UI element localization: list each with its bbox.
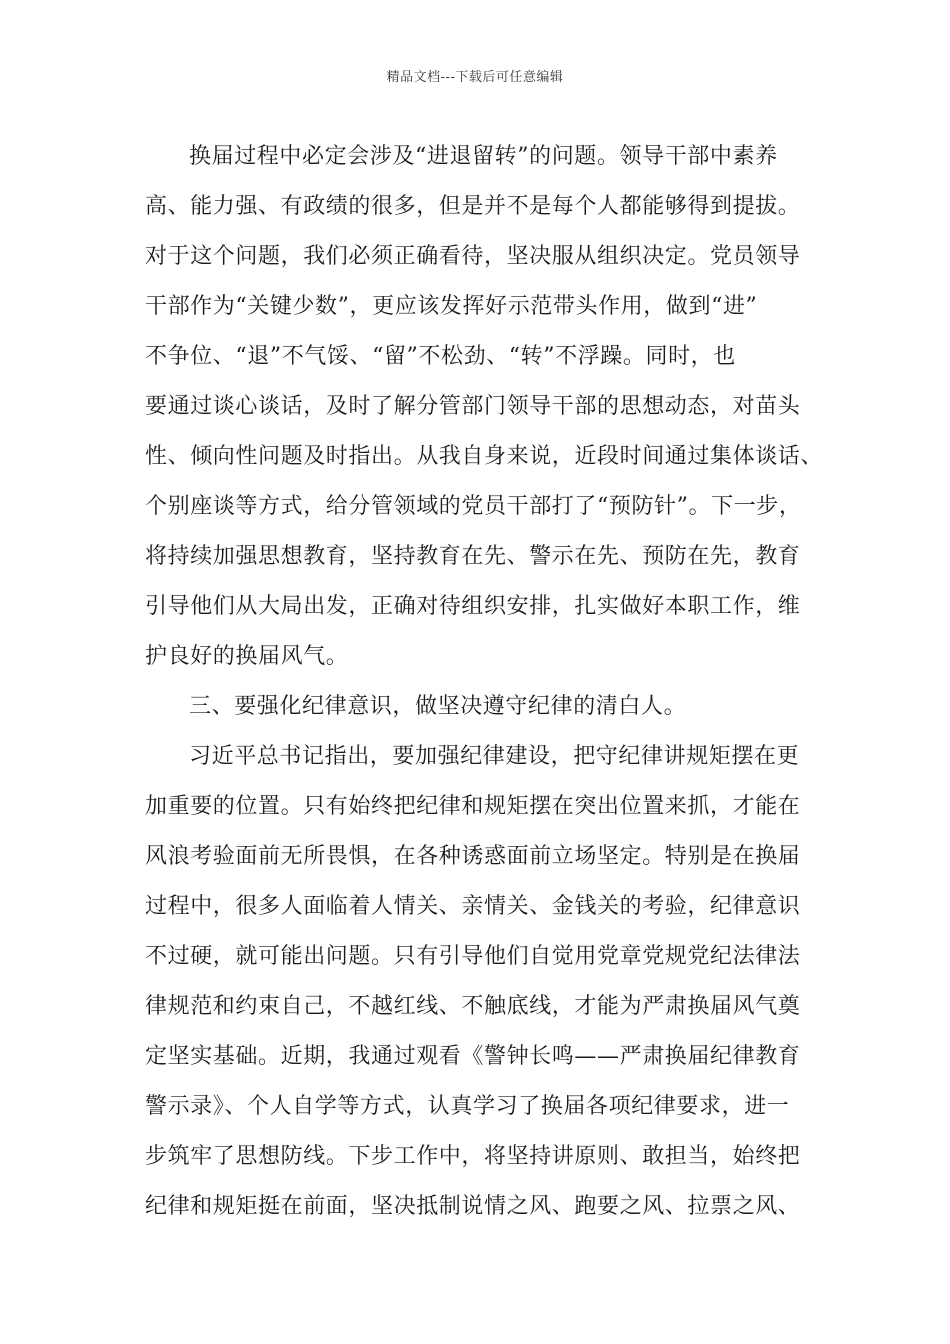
page-header: 精品文档---下载后可任意编辑 xyxy=(386,70,564,85)
paragraph-line: 将持续加强思想教育，坚持教育在先、警示在先、预防在先，教育 xyxy=(145,544,801,569)
section-heading: 三、要强化纪律意识，做坚决遵守纪律的清白人。 xyxy=(189,694,687,719)
paragraph-line: 不争位、“退”不气馁、“留”不松劲、“转”不浮躁。同时，也 xyxy=(145,344,736,369)
document-body xyxy=(145,132,825,1232)
paragraph-line: 不过硬，就可能出问题。只有引导他们自觉用党章党规党纪法律法 xyxy=(145,944,801,969)
paragraph-line: 加重要的位置。只有始终把纪律和规矩摆在突出位置来抓，才能在 xyxy=(145,794,801,819)
paragraph-line: 风浪考验面前无所畏惧，在各种诱惑面前立场坚定。特别是在换届 xyxy=(145,844,801,869)
paragraph-line: 引导他们从大局出发，正确对待组织安排，扎实做好本职工作，维 xyxy=(145,594,801,619)
paragraph-line: 个别座谈等方式，给分管领域的党员干部打了“预防针”。下一步， xyxy=(145,494,802,519)
paragraph-line: 习近平总书记指出，要加强纪律建设，把守纪律讲规矩摆在更 xyxy=(189,744,800,769)
paragraph-line: 对于这个问题，我们必须正确看待，坚决服从组织决定。党员领导 xyxy=(145,244,801,269)
paragraph-line: 护良好的换届风气。 xyxy=(145,644,349,669)
paragraph-line: 律规范和约束自己，不越红线、不触底线，才能为严肃换届风气奠 xyxy=(145,994,801,1019)
paragraph-line: 干部作为“关键少数”，更应该发挥好示范带头作用，做到“进” xyxy=(145,294,758,319)
paragraph-line: 纪律和规矩挺在前面，坚决抵制说情之风、跑要之风、拉票之风、 xyxy=(145,1194,801,1219)
paragraph-line: 要通过谈心谈话，及时了解分管部门领导干部的思想动态，对苗头 xyxy=(145,394,801,419)
paragraph-line: 警示录》、个人自学等方式，认真学习了换届各项纪律要求，进一 xyxy=(145,1094,790,1119)
paragraph-line: 性、倾向性问题及时指出。从我自身来说，近段时间通过集体谈话、 xyxy=(145,444,824,469)
paragraph-line: 过程中，很多人面临着人情关、亲情关、金钱关的考验，纪律意识 xyxy=(145,894,801,919)
paragraph-line: 定坚实基础。近期，我通过观看《警钟长鸣——严肃换届纪律教育 xyxy=(145,1044,801,1069)
paragraph-line: 换届过程中必定会涉及“进退留转”的问题。领导干部中素养 xyxy=(189,144,778,169)
paragraph-line: 高、能力强、有政绩的很多，但是并不是每个人都能够得到提拔。 xyxy=(145,194,801,219)
paragraph-line: 步筑牢了思想防线。下步工作中，将坚持讲原则、敢担当，始终把 xyxy=(145,1144,801,1169)
